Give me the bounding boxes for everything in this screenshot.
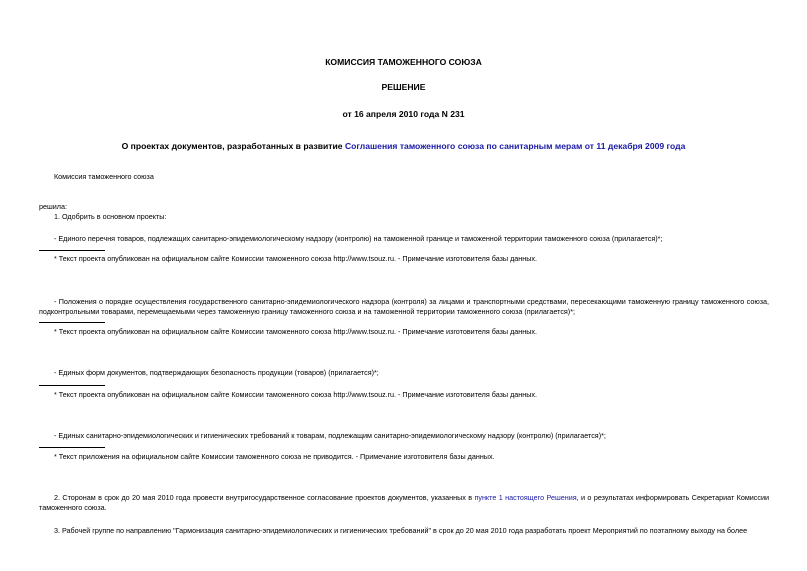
- project-1-footnote: * Текст проекта опубликован на официальном сайте Комиссии таможенного союза http://www.tsouz.ru. - Примечание изготовителя базы данных.: [54, 254, 537, 263]
- doc-type-heading: РЕШЕНИЕ: [381, 82, 426, 92]
- project-3-text: - Единых форм документов, подтверждающих безопасность продукции (товаров) (прилагается)*;: [54, 368, 379, 377]
- footnote-divider: [39, 250, 105, 251]
- item-2-text: [39, 493, 769, 512]
- item-3-text: 3. Рабочей группе по направлению "Гармонизация санитарно-эпидемиологических и гигиенических требований" в срок до 20 мая 2010 года разработать проект Мероприятий по поэтапному выходу на более: [54, 526, 748, 535]
- title-prefix: О проектах документов, разработанных в развитие: [121, 141, 345, 151]
- item-1-link[interactable]: пункте 1 настоящего Решения: [474, 493, 577, 502]
- footnote-divider: [39, 322, 105, 323]
- project-2-text: - Положения о порядке осуществления государственного санитарно-эпидемиологического надзора (контроля) за лицами и транспортными средствами, пересекающими таможенную границу таможенного союза, подконтрольными товарами, перемещаемыми через таможенную границу таможенного союза и на таможенной территории таможенного союза (прилагается)*;: [39, 297, 769, 316]
- intro-text: Комиссия таможенного союза: [54, 172, 154, 181]
- item-1-text: 1. Одобрить в основном проекты:: [54, 212, 167, 221]
- item-2-before: 2. Сторонам в срок до 20 мая 2010 года провести внутригосударственное согласование проектов документов, указанных в: [54, 493, 475, 502]
- item-2-after: , и о результатах информировать Секретариат Комиссии таможенного союза.: [39, 493, 769, 512]
- org-heading: КОМИССИЯ ТАМОЖЕННОГО СОЮЗА: [325, 57, 482, 67]
- footnote-divider: [39, 385, 105, 386]
- project-2-footnote: * Текст проекта опубликован на официальном сайте Комиссии таможенного союза http://www.tsouz.ru. - Примечание изготовителя базы данных.: [54, 327, 537, 336]
- date-number-heading: от 16 апреля 2010 года N 231: [342, 109, 465, 119]
- agreement-link[interactable]: Соглашения таможенного союза по санитарным мерам от 11 декабря 2009 года: [344, 141, 686, 151]
- document-title: [0, 141, 807, 151]
- project-1-text: - Единого перечня товаров, подлежащих санитарно-эпидемиологическому надзору (контролю) на таможенной границе и таможенной территории таможенного союза (прилагается)*;: [54, 234, 663, 243]
- project-4-footnote: * Текст приложения на официальном сайте Комиссии таможенного союза не приводится. - Примечание изготовителя базы данных.: [54, 452, 495, 461]
- decided-text: решила:: [39, 202, 67, 211]
- project-3-footnote: * Текст проекта опубликован на официальном сайте Комиссии таможенного союза http://www.tsouz.ru. - Примечание изготовителя базы данных.: [54, 390, 537, 399]
- footnote-divider: [39, 447, 105, 448]
- project-4-text: - Единых санитарно-эпидемиологических и гигиенических требований к товарам, подлежащим санитарно-эпидемиологическому надзору (контролю) (прилагается)*;: [54, 431, 606, 440]
